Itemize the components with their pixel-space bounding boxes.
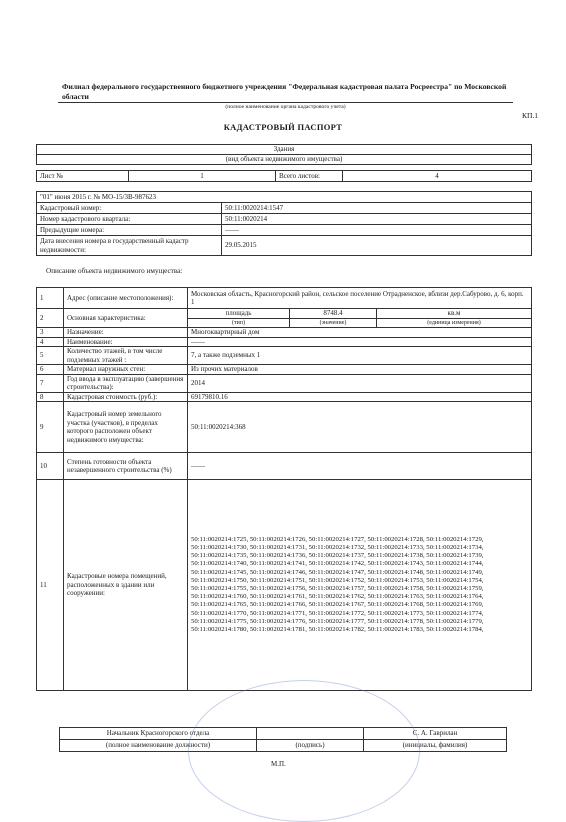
registration-label: Кадастровый номер:: [37, 203, 222, 214]
readiness-value: ——: [188, 453, 532, 480]
row-number: 8: [37, 392, 64, 402]
year-value: 2014: [188, 374, 532, 392]
row-number: 7: [37, 374, 64, 392]
official-name: С. А. Гаврилан: [364, 728, 507, 740]
row-label: Основная характеристика:: [64, 309, 188, 328]
row-label: Материал наружных стен:: [64, 365, 188, 375]
row-label: Количество этажей, в том числе подземных этажей :: [64, 347, 188, 365]
description-table: [36, 287, 532, 691]
row-number: 2: [37, 309, 64, 328]
row-label: Адрес (описание местоположения):: [64, 288, 188, 309]
address-value: Московская область, Красногорский район, сельское поселение Отрадненское, вблизи дер.Сабурово, д. 6, корп. 1: [188, 288, 532, 309]
floors-value: 7, а также подземных 1: [188, 347, 532, 365]
previous-numbers: ——: [222, 225, 532, 236]
official-stamp: [188, 680, 420, 822]
sheets-table: [36, 170, 532, 182]
row-label: Кадастровая стоимость (руб.):: [64, 392, 188, 402]
position-caption: (полное наименование должности): [60, 740, 257, 752]
cadastral-quarter: 50:11:0020214: [222, 214, 532, 225]
name-value: ——: [188, 337, 532, 347]
row-number: 11: [37, 480, 64, 691]
organization-underline: [58, 102, 513, 103]
row-number: 1: [37, 288, 64, 309]
row-label: Наименование:: [64, 337, 188, 347]
document-title: КАДАСТРОВЫЙ ПАСПОРТ: [223, 122, 343, 132]
wall-material-value: Из прочих материалов: [188, 365, 532, 375]
row-number: 9: [37, 402, 64, 453]
organization-name: Филиал федерального государственного бюджетного учреждения "Федеральная кадастровая палата Росреестра" по Московской области: [62, 82, 507, 101]
characteristic-type: площадь: [188, 309, 290, 319]
sheet-number: 1: [129, 171, 276, 182]
characteristic-unit: кв.м: [377, 309, 532, 319]
row-number: 6: [37, 365, 64, 375]
characteristic-type-caption: (тип): [188, 318, 290, 328]
registration-label: Предыдущие номера:: [37, 225, 222, 236]
object-type-value: Здания: [37, 145, 532, 155]
signature-caption: (подпись): [257, 740, 364, 752]
object-type-table: [36, 144, 532, 165]
cadastral-number: 50:11:0020214:1547: [222, 203, 532, 214]
row-label: Кадастровые номера помещений, расположенных в здании или сооружении:: [64, 480, 188, 691]
form-code: КП.1: [522, 111, 539, 120]
registration-label: Дата внесения номера в государственный кадастр недвижимости:: [37, 236, 222, 256]
seal-place: М.П.: [271, 760, 286, 768]
description-title: Описание объекта недвижимого имущества:: [46, 267, 183, 275]
total-sheets-label: Всего листов:: [276, 171, 343, 182]
row-label: Степень готовности объекта незавершенного строительства (%): [64, 453, 188, 480]
registration-date-line: "01" июня 2015 г. № МО-15/3В-987623: [37, 192, 532, 203]
organization-caption: (полное наименование органа кадастрового учета): [225, 104, 346, 110]
row-number: 3: [37, 328, 64, 338]
row-number: 5: [37, 347, 64, 365]
object-type-caption: (вид объекта недвижимого имущества): [37, 155, 532, 165]
row-number: 10: [37, 453, 64, 480]
registration-date: 29.05.2015: [222, 236, 532, 256]
cadastral-value: 69179810.16: [188, 392, 532, 402]
sheet-label: Лист №: [37, 171, 129, 182]
row-number: 4: [37, 337, 64, 347]
total-sheets-value: 4: [343, 171, 532, 182]
characteristic-value-caption: (значение): [290, 318, 377, 328]
land-plot-value: 50:11:0020214:368: [188, 402, 532, 453]
registration-label: Номер кадастрового квартала:: [37, 214, 222, 225]
row-label: Кадастровый номер земельного участка (участков), в пределах которого расположен объект недвижимого имущества:: [64, 402, 188, 453]
name-caption: (инициалы, фамилия): [364, 740, 507, 752]
row-label: Год ввода в эксплуатацию (завершения строительства):: [64, 374, 188, 392]
characteristic-unit-caption: (единица измерения): [377, 318, 532, 328]
registration-table: [36, 191, 532, 256]
room-numbers-list: 50:11:0020214:1725, 50:11:0020214:1726, 50:11:0020214:1727, 50:11:0020214:1728, 50:11:0020214:1729, 50:11:0020214:1730, 50:11:0020214:1731, 50:11:0020214:1732, 50:11:0020214:1733, 50:11:0020214:1734, 50:11:0020214:1735, 50:11:0020214:1736, 50:11:0020214:1737, 50:11:0020214:1738, 50:11:0020214:1739, 50:11:0020214:1740, 50:11:0020214:1741, 50:11:0020214:1742, 50:11:0020214:1743, 50:11:0020214:1744, 50:11:0020214:1745, 50:11:0020214:1746, 50:11:0020214:1747, 50:11:0020214:1748, 50:11:0020214:1749, 50:11:0020214:1750, 50:11:0020214:1751, 50:11:0020214:1752, 50:11:0020214:1753, 50:11:0020214:1754, 50:11:0020214:1755, 50:11:0020214:1756, 50:11:0020214:1757, 50:11:0020214:1758, 50:11:0020214:1759, 50:11:0020214:1760, 50:11:0020214:1761, 50:11:0020214:1762, 50:11:0020214:1763, 50:11:0020214:1764, 50:11:0020214:1765, 50:11:0020214:1766, 50:11:0020214:1767, 50:11:0020214:1768, 50:11:0020214:1769, 50:11:0020214:1770, 50:11:0020214:1771, 50:11:0020214:1772, 50:11:0020214:1773, 50:11:0020214:1774, 50:11:0020214:1775, 50:11:0020214:1776, 50:11:0020214:1777, 50:11:0020214:1778, 50:11:0020214:1779, 50:11:0020214:1780, 50:11:0020214:1781, 50:11:0020214:1782, 50:11:0020214:1783, 50:11:0020214:1784,: [188, 480, 532, 691]
row-label: Назначение:: [64, 328, 188, 338]
characteristic-value: 8748.4: [290, 309, 377, 319]
purpose-value: Многоквартирный дом: [188, 328, 532, 338]
official-position: Начальник Красногорского отдела: [60, 728, 257, 740]
